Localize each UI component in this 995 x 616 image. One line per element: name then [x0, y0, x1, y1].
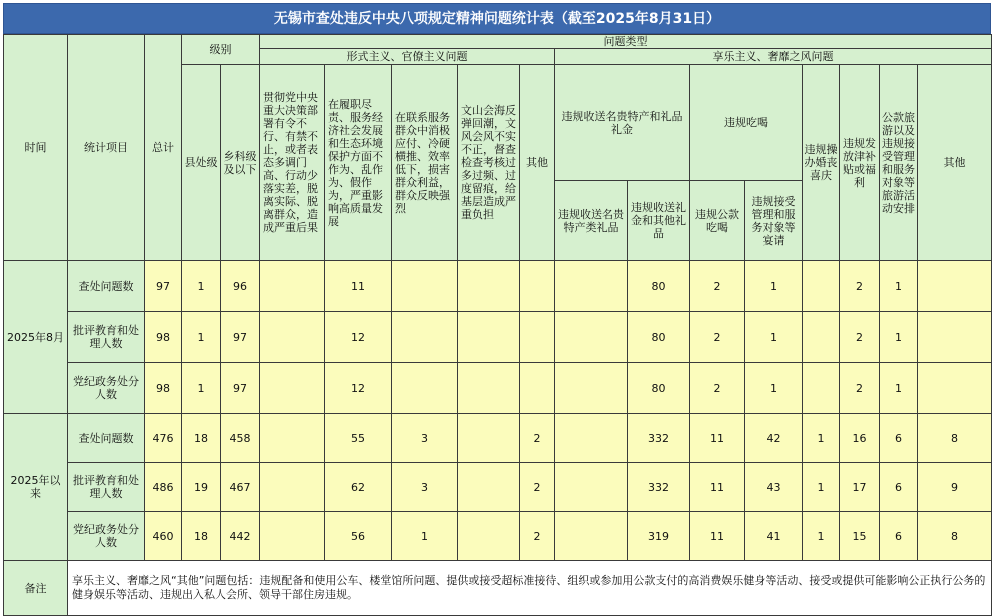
- cell-f2: 12: [325, 312, 392, 363]
- cell-other: 9: [918, 463, 992, 512]
- cell-gift2: 80: [628, 312, 690, 363]
- cell-eat1: 11: [690, 414, 745, 463]
- header-gift-specialty: 违规收送名贵特产类礼品: [555, 181, 628, 261]
- header-problem-type: 问题类型: [260, 35, 992, 49]
- cell-eat1: 2: [690, 261, 745, 312]
- cell-travel: 1: [880, 261, 918, 312]
- cell-county: 1: [182, 363, 221, 414]
- cell-travel: 1: [880, 312, 918, 363]
- cell-total: 486: [145, 463, 182, 512]
- cell-f4: [458, 261, 520, 312]
- cell-total: 98: [145, 363, 182, 414]
- header-town-level: 乡科级及以下: [221, 65, 260, 261]
- table-row: [4, 463, 992, 512]
- cell-town: 97: [221, 312, 260, 363]
- cell-town: 467: [221, 463, 260, 512]
- cell-f3: [392, 261, 458, 312]
- cell-f3: 1: [392, 512, 458, 561]
- cell-f2: 55: [325, 414, 392, 463]
- cell-other: 8: [918, 512, 992, 561]
- cell-eat2: 41: [745, 512, 803, 561]
- cell-county: 18: [182, 414, 221, 463]
- header-formalism-meetings: 文山会海反弹回潮，文风会风不实不正，督查检查考核过多过频、过度留痕，给基层造成严重负担: [458, 65, 520, 261]
- cell-f5: [520, 312, 555, 363]
- cell-other: 8: [918, 414, 992, 463]
- header-time: 时间: [4, 35, 68, 261]
- header-item: 统计项目: [68, 35, 145, 261]
- cell-gift2: 332: [628, 414, 690, 463]
- cell-town: 458: [221, 414, 260, 463]
- cell-f4: [458, 312, 520, 363]
- header-gift: 违规收送名贵特产和礼品礼金: [555, 65, 690, 181]
- cell-f4: [458, 414, 520, 463]
- cell-travel: 6: [880, 414, 918, 463]
- cell-eat1: 11: [690, 463, 745, 512]
- cell-wedding: 1: [803, 463, 840, 512]
- table-row: [4, 363, 992, 414]
- cell-f2: 11: [325, 261, 392, 312]
- table-row: [4, 312, 992, 363]
- cell-wedding: [803, 363, 840, 414]
- cell-f2: 62: [325, 463, 392, 512]
- row-item-label: 查处问题数: [68, 414, 145, 463]
- cell-town: 96: [221, 261, 260, 312]
- cell-county: 18: [182, 512, 221, 561]
- cell-town: 97: [221, 363, 260, 414]
- cell-f5: [520, 363, 555, 414]
- cell-subsidy: 17: [840, 463, 880, 512]
- cell-subsidy: 15: [840, 512, 880, 561]
- cell-f4: [458, 463, 520, 512]
- cell-subsidy: 2: [840, 363, 880, 414]
- header-level: 级别: [182, 35, 260, 65]
- cell-subsidy: 2: [840, 261, 880, 312]
- cell-town: 442: [221, 512, 260, 561]
- cell-f1: [260, 363, 325, 414]
- cell-wedding: 1: [803, 414, 840, 463]
- note-row: [4, 561, 992, 616]
- cell-f2: 56: [325, 512, 392, 561]
- header-total: 总计: [145, 35, 182, 261]
- cell-eat1: 2: [690, 312, 745, 363]
- cell-f2: 12: [325, 363, 392, 414]
- cell-county: 19: [182, 463, 221, 512]
- table-title: 无锡市查处违反中央八项规定精神问题统计表（截至2025年8月31日）: [3, 3, 991, 34]
- cell-f1: [260, 463, 325, 512]
- cell-f3: [392, 363, 458, 414]
- cell-f3: 3: [392, 414, 458, 463]
- header-travel: 公款旅游以及违规接受管理和服务对象等旅游活动安排: [880, 65, 918, 261]
- cell-wedding: 1: [803, 512, 840, 561]
- header-eat-banquet: 违规接受管理和服务对象等宴请: [745, 181, 803, 261]
- cell-f1: [260, 312, 325, 363]
- cell-gift2: 80: [628, 261, 690, 312]
- row-item-label: 批评教育和处理人数: [68, 312, 145, 363]
- cell-f3: [392, 312, 458, 363]
- statistics-table: [3, 34, 992, 616]
- cell-f5: [520, 261, 555, 312]
- cell-subsidy: 2: [840, 312, 880, 363]
- cell-gift1: [555, 512, 628, 561]
- header-formalism-duty: 在履职尽责、服务经济社会发展和生态环境保护方面不作为、乱作为、假作为，严重影响高质量发展: [325, 65, 392, 261]
- cell-gift2: 80: [628, 363, 690, 414]
- cell-f5: 2: [520, 512, 555, 561]
- cell-f1: [260, 414, 325, 463]
- cell-total: 97: [145, 261, 182, 312]
- header-wedding: 违规操办婚丧喜庆: [803, 65, 840, 261]
- row-item-label: 查处问题数: [68, 261, 145, 312]
- cell-gift1: [555, 312, 628, 363]
- cell-eat2: 42: [745, 414, 803, 463]
- cell-county: 1: [182, 261, 221, 312]
- header-subsidy: 违规发放津补贴或福利: [840, 65, 880, 261]
- header-formalism-other: 其他: [520, 65, 555, 261]
- cell-eat1: 11: [690, 512, 745, 561]
- cell-travel: 1: [880, 363, 918, 414]
- cell-eat2: 1: [745, 261, 803, 312]
- cell-gift1: [555, 261, 628, 312]
- cell-travel: 6: [880, 512, 918, 561]
- cell-f4: [458, 363, 520, 414]
- header-hedonism: 享乐主义、奢靡之风问题: [555, 49, 992, 65]
- cell-other: [918, 261, 992, 312]
- row-item-label: 批评教育和处理人数: [68, 463, 145, 512]
- cell-gift1: [555, 463, 628, 512]
- period-label: 2025年以来: [4, 414, 68, 561]
- cell-subsidy: 16: [840, 414, 880, 463]
- cell-f5: 2: [520, 414, 555, 463]
- table-row: [4, 261, 992, 312]
- header-formalism: 形式主义、官僚主义问题: [260, 49, 555, 65]
- cell-gift1: [555, 363, 628, 414]
- table-row: [4, 512, 992, 561]
- cell-county: 1: [182, 312, 221, 363]
- note-text: 享乐主义、奢靡之风“其他”问题包括：违规配备和使用公车、楼堂馆所问题、提供或接受超标准接待、组织或参加用公款支付的高消费娱乐健身等活动、接受或提供可能影响公正执行公务的健身娱乐等活动、违规出入私人会所、领导干部住房违规。: [68, 561, 992, 616]
- cell-travel: 6: [880, 463, 918, 512]
- period-label: 2025年8月: [4, 261, 68, 414]
- cell-gift1: [555, 414, 628, 463]
- header-formalism-decision: 贯彻党中央重大决策部署有令不行、有禁不止，或者表态多调门高、行动少落实差，脱离实际、脱离群众，造成严重后果: [260, 65, 325, 261]
- cell-f5: 2: [520, 463, 555, 512]
- note-label: 备注: [4, 561, 68, 616]
- cell-eat2: 43: [745, 463, 803, 512]
- cell-gift2: 319: [628, 512, 690, 561]
- cell-f3: 3: [392, 463, 458, 512]
- cell-wedding: [803, 261, 840, 312]
- header-formalism-service: 在联系服务群众中消极应付、冷硬横推、效率低下，损害群众利益，群众反映强烈: [392, 65, 458, 261]
- cell-eat2: 1: [745, 312, 803, 363]
- cell-total: 476: [145, 414, 182, 463]
- row-item-label: 党纪政务处分人数: [68, 363, 145, 414]
- cell-eat1: 2: [690, 363, 745, 414]
- header-gift-money: 违规收送礼金和其他礼品: [628, 181, 690, 261]
- cell-eat2: 1: [745, 363, 803, 414]
- cell-f4: [458, 512, 520, 561]
- header-hedonism-other: 其他: [918, 65, 992, 261]
- cell-total: 98: [145, 312, 182, 363]
- header-eat-public-funds: 违规公款吃喝: [690, 181, 745, 261]
- row-item-label: 党纪政务处分人数: [68, 512, 145, 561]
- header-eating: 违规吃喝: [690, 65, 803, 181]
- table-row: [4, 414, 992, 463]
- cell-other: [918, 363, 992, 414]
- cell-f1: [260, 512, 325, 561]
- cell-f1: [260, 261, 325, 312]
- cell-wedding: [803, 312, 840, 363]
- cell-total: 460: [145, 512, 182, 561]
- cell-gift2: 332: [628, 463, 690, 512]
- statistics-sheet: [3, 3, 991, 616]
- header-county-level: 县处级: [182, 65, 221, 261]
- cell-other: [918, 312, 992, 363]
